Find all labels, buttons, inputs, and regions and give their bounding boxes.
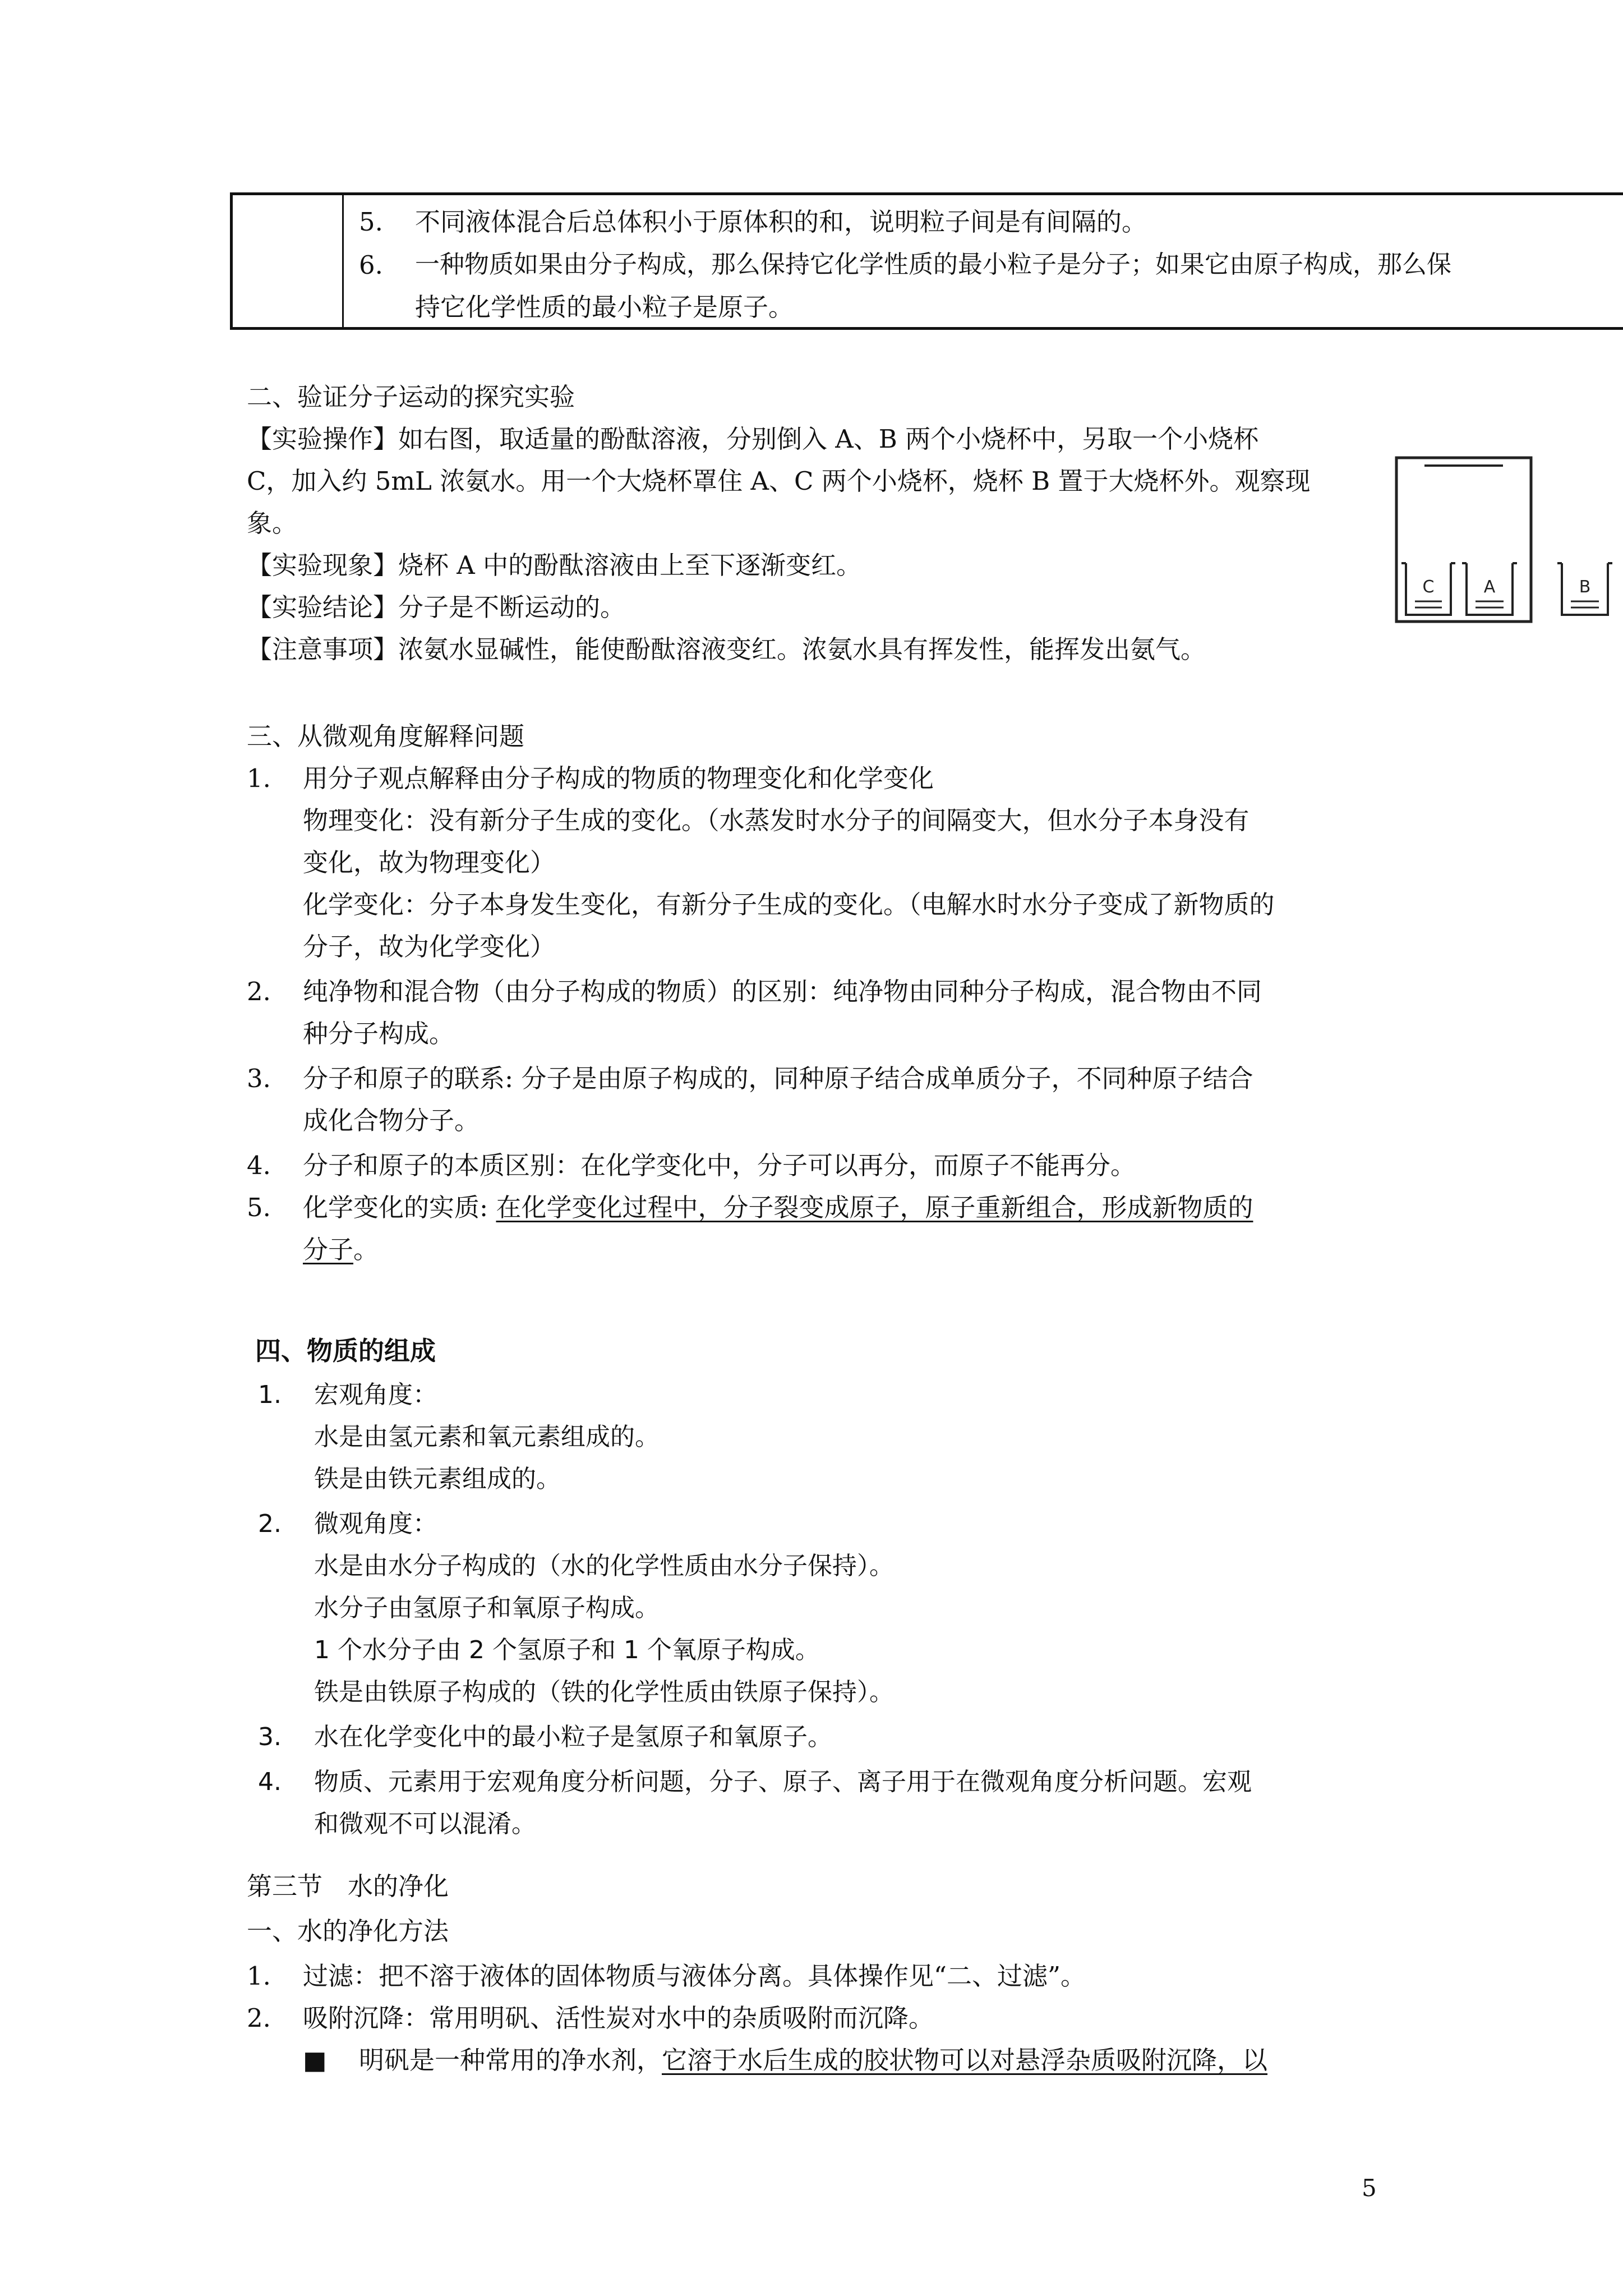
table-row-6-number: 6. xyxy=(359,250,383,280)
section-3-item-1-text: 用分子观点解释由分子构成的物质的物理变化和化学变化 xyxy=(303,763,934,793)
experiment-operation-line-3: 象。 xyxy=(247,508,298,538)
section-2-title: 二、验证分子运动的探究实验 xyxy=(247,382,575,412)
purification-item-1-text: 过滤：把不溶于液体的固体物质与液体分离。具体操作见“二、过滤”。 xyxy=(303,1961,1086,1991)
purification-methods-title: 一、水的净化方法 xyxy=(247,1916,449,1946)
micro-line-4: 铁是由铁原子构成的（铁的化学性质由铁原子保持）。 xyxy=(314,1678,894,1706)
chemical-essence-period: 。 xyxy=(353,1235,379,1264)
micro-label: 微观角度： xyxy=(314,1510,437,1538)
beaker-b-label: B xyxy=(1579,577,1591,597)
chemical-essence-underlined: 在化学变化过程中，分子裂变成原子，原子重新组合，形成新物质的 xyxy=(496,1193,1253,1222)
physical-change-line-1: 物理变化：没有新分子生成的变化。（水蒸发时水分子的间隔变大，但水分子本身没有 xyxy=(303,806,1249,835)
section-3-title: 三、从微观角度解释问题 xyxy=(247,721,525,751)
section-3-item-5-line-1 xyxy=(303,1195,1253,1220)
table-row-5-number: 5. xyxy=(359,207,383,237)
physical-change-line-2: 变化，故为物理变化） xyxy=(303,848,556,877)
macro-line-1: 水是由氢元素和氧元素组成的。 xyxy=(314,1423,660,1451)
experiment-operation-line-1: 【实验操作】如右图，取适量的酚酞溶液，分别倒入 A、B 两个小烧杯中，另取一个小烧杯 xyxy=(247,424,1259,454)
large-beaker-icon xyxy=(1396,458,1531,622)
table-row-5-text: 不同液体混合后总体积小于原体积的和，说明粒子间是有间隔的。 xyxy=(415,207,1147,237)
chapter-heading: 第三节 水的净化 xyxy=(247,1871,449,1901)
table-row-6-text-line-2: 持它化学性质的最小粒子是原子。 xyxy=(415,292,794,322)
section-4-item-4-line-2: 和微观不可以混淆。 xyxy=(314,1810,536,1838)
alum-bullet-icon: ■ xyxy=(303,2045,327,2075)
chemical-change-line-2: 分子，故为化学变化） xyxy=(303,932,556,961)
chemical-essence-underlined-end: 分子 xyxy=(303,1235,354,1264)
section-4-item-3-number: 3. xyxy=(258,1723,282,1751)
section-3-item-4-text: 分子和原子的本质区别：在化学变化中，分子可以再分，而原子不能再分。 xyxy=(303,1151,1136,1180)
micro-line-1: 水是由水分子构成的（水的化学性质由水分子保持）。 xyxy=(314,1552,894,1580)
beaker-a-label: A xyxy=(1483,577,1496,597)
section-4-title: 四、物质的组成 xyxy=(255,1336,436,1366)
experiment-phenomenon: 【实验现象】烧杯 A 中的酚酞溶液由上至下逐渐变红。 xyxy=(247,550,862,580)
purification-item-1-number: 1. xyxy=(247,1961,271,1991)
purification-item-2-text: 吸附沉降：常用明矾、活性炭对水中的杂质吸附而沉降。 xyxy=(303,2003,934,2033)
micro-line-2: 水分子由氢原子和氧原子构成。 xyxy=(314,1594,660,1622)
purification-item-2-number: 2. xyxy=(247,2003,271,2033)
alum-note-prefix: 明矾是一种常用的净水剂， xyxy=(359,2045,662,2075)
section-4-item-4-number: 4. xyxy=(258,1768,282,1796)
experiment-operation-line-2: C，加入约 5mL 浓氨水。用一个大烧杯罩住 A、C 两个小烧杯，烧杯 B 置于大烧杯外。观察现 xyxy=(247,466,1311,496)
experiment-notes: 【注意事项】浓氨水显碱性，能使酚酞溶液变红。浓氨水具有挥发性，能挥发出氨气。 xyxy=(247,634,1206,664)
section-3-item-5-number: 5. xyxy=(247,1193,271,1222)
section-3-item-2-number: 2. xyxy=(247,977,271,1006)
section-3-item-2-line-2: 种分子构成。 xyxy=(303,1019,455,1048)
section-3-item-1-number: 1. xyxy=(247,763,271,793)
section-3-item-3-number: 3. xyxy=(247,1064,271,1093)
section-3-item-4-number: 4. xyxy=(247,1151,271,1180)
section-3-item-3-line-1: 分子和原子的联系: 分子是由原子构成的，同种原子结合成单质分子，不同种原子结合 xyxy=(303,1064,1253,1093)
section-3-item-3-line-2: 成化合物分子。 xyxy=(303,1106,480,1135)
beaker-c-label: C xyxy=(1422,577,1435,597)
alum-note-underlined: 它溶于水后生成的胶状物可以对悬浮杂质吸附沉降，以 xyxy=(662,2045,1268,2075)
micro-number: 2. xyxy=(258,1510,282,1538)
section-3-item-2-line-1: 纯净物和混合物（由分子构成的物质）的区别：纯净物由同种分子构成，混合物由不同 xyxy=(303,977,1262,1006)
section-4-item-4-line-1: 物质、元素用于宏观角度分析问题，分子、原子、离子用于在微观角度分析问题。宏观 xyxy=(314,1768,1252,1796)
macro-label: 宏观角度： xyxy=(314,1381,437,1409)
chemical-essence-prefix: 化学变化的实质: xyxy=(303,1193,496,1222)
alum-note-line xyxy=(359,2047,1267,2073)
table-column-divider xyxy=(342,195,344,327)
page-number: 5 xyxy=(1362,2174,1377,2202)
table-row-6-text-line-1: 一种物质如果由分子构成，那么保持它化学性质的最小粒子是分子；如果它由原子构成，那么保 xyxy=(415,250,1451,279)
chemical-change-line-1: 化学变化：分子本身发生变化，有新分子生成的变化。（电解水时水分子变成了新物质的 xyxy=(303,890,1275,919)
experiment-conclusion: 【实验结论】分子是不断运动的。 xyxy=(247,592,626,622)
section-3-item-5-line-2 xyxy=(303,1237,379,1262)
macro-line-2: 铁是由铁元素组成的。 xyxy=(314,1465,561,1493)
micro-line-3: 1 个水分子由 2 个氢原子和 1 个氧原子构成。 xyxy=(314,1636,820,1664)
macro-number: 1. xyxy=(258,1381,282,1409)
beaker-experiment-figure xyxy=(1394,453,1618,627)
section-4-item-3-text: 水在化学变化中的最小粒子是氢原子和氧原子。 xyxy=(314,1723,832,1751)
